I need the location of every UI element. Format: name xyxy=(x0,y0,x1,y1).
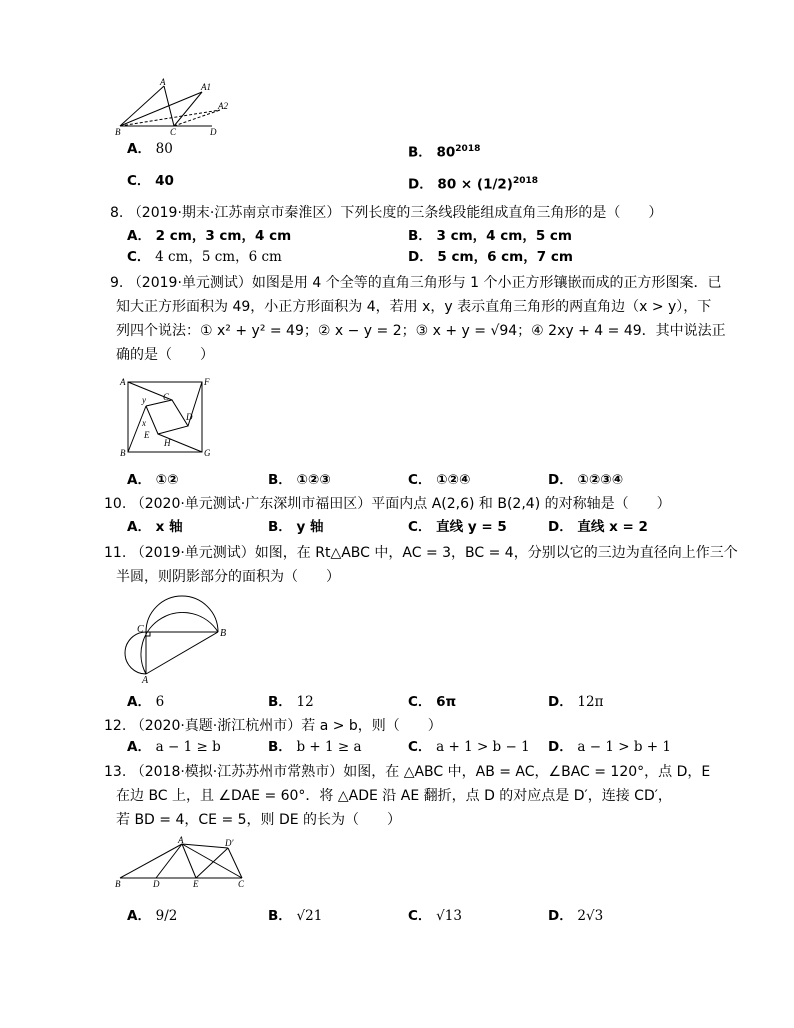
q7-label-A: A xyxy=(160,78,166,87)
option-key: B． xyxy=(408,144,432,161)
q7-option-b[interactable] xyxy=(408,139,480,163)
q11-stem-line2: 半圆，则阴影部分的面积为（ ） xyxy=(116,569,340,585)
question-number: 8. xyxy=(110,205,124,221)
question-text: （2019·单元测试）如图是用 4 个全等的直角三角形与 1 个小正方形镶嵌而成的正方形图案．已 xyxy=(127,275,722,291)
q13-label-E: E xyxy=(193,879,199,889)
option-value: 6π xyxy=(436,694,457,710)
option-key: B． xyxy=(268,694,292,710)
q7-label-B: B xyxy=(115,127,121,137)
q13-label-B: B xyxy=(115,879,121,889)
option-key: B． xyxy=(268,908,292,924)
question-text: （2019·单元测试）如图，在 Rt△ABC 中，AC = 3，BC = 4，分别以它的三边为直径向上作三个 xyxy=(130,545,738,561)
q7-figure xyxy=(112,78,232,138)
option-value: ①②③ xyxy=(296,472,331,488)
q9-stem-line3: 列四个说法：① x² + y² = 49；② x − y = 2；③ x + y = √94；④ 2xy + 4 = 49．其中说法正 xyxy=(116,323,726,339)
option-key: C． xyxy=(408,739,432,755)
q13-option-c[interactable] xyxy=(408,906,462,926)
option-key: B． xyxy=(408,228,432,244)
option-key: C． xyxy=(408,472,432,488)
q12-option-d[interactable] xyxy=(548,737,671,757)
option-value: √21 xyxy=(296,908,323,924)
option-value: ①②④ xyxy=(436,472,471,488)
option-value: 6 xyxy=(155,694,165,710)
q12-option-a[interactable] xyxy=(127,737,221,757)
option-value: a − 1 ≥ b xyxy=(155,739,221,755)
q10-option-d[interactable] xyxy=(548,517,648,537)
question-text: （2019·期末·江苏南京市秦淮区）下列长度的三条线段能组成直角三角形的是（ ） xyxy=(127,205,663,221)
q9-label-E: E xyxy=(144,430,150,440)
option-key: B． xyxy=(268,519,292,535)
q7-option-c[interactable] xyxy=(127,171,174,191)
option-exponent: 2018 xyxy=(455,144,481,154)
option-key: D． xyxy=(548,694,573,710)
option-value: 12π xyxy=(577,694,604,710)
option-key: A． xyxy=(127,908,151,924)
q9-label-H: H xyxy=(164,438,171,448)
question-number: 12. xyxy=(104,718,127,734)
option-value: 9/2 xyxy=(155,908,178,924)
option-key: D． xyxy=(548,472,573,488)
option-key: B． xyxy=(268,739,292,755)
option-value: a + 1 > b − 1 xyxy=(436,739,530,755)
option-value: ①②③④ xyxy=(577,472,624,488)
option-value: a − 1 > b + 1 xyxy=(577,739,671,755)
option-key: D． xyxy=(548,908,573,924)
q9-label-y: y xyxy=(142,395,146,405)
q9-stem-line1 xyxy=(110,270,722,296)
option-value: 直线 y = 5 xyxy=(436,519,507,535)
q13-label-C: C xyxy=(238,879,245,889)
q13-stem-line2: 在边 BC 上，且 ∠DAE = 60°．将 △ADE 沿 AE 翻折，点 D 的对应点是 D′，连接 CD′， xyxy=(116,788,672,804)
option-key: C． xyxy=(127,173,151,189)
q11-figure xyxy=(122,592,234,684)
q13-option-d[interactable] xyxy=(548,906,603,926)
q9-option-c[interactable] xyxy=(408,470,470,490)
q9-option-b[interactable] xyxy=(268,470,331,490)
q12-stem xyxy=(104,713,442,739)
option-value: y 轴 xyxy=(296,519,324,535)
q7-label-C: C xyxy=(170,127,177,137)
option-key: A． xyxy=(127,141,151,157)
q11-option-b[interactable] xyxy=(268,692,314,712)
option-value: 12 xyxy=(296,694,314,710)
q9-stem-line2: 知大正方形面积为 49，小正方形面积为 4，若用 x，y 表示直角三角形的两直角边（x > y），下 xyxy=(116,299,712,315)
q13-option-a[interactable] xyxy=(127,906,177,926)
q8-option-c[interactable] xyxy=(127,247,282,267)
q13-stem-line3: 若 BD = 4，CE = 5，则 DE 的长为（ ） xyxy=(116,812,402,828)
q11-option-c[interactable] xyxy=(408,692,456,712)
question-text: （2020·单元测试·广东深圳市福田区）平面内点 A(2,6) 和 B(2,4) 的对称轴是（ ） xyxy=(130,496,671,512)
q8-option-d[interactable] xyxy=(408,247,573,267)
q12-option-b[interactable] xyxy=(268,737,362,757)
q13-label-D: D xyxy=(153,879,160,889)
option-value: 3 cm，4 cm，5 cm xyxy=(436,228,572,244)
q9-option-a[interactable] xyxy=(127,470,179,490)
option-key: B． xyxy=(268,472,292,488)
q9-label-F: F xyxy=(204,377,210,387)
option-value: 80 × (1/2) xyxy=(437,176,513,193)
option-key: C． xyxy=(127,249,151,265)
question-number: 9. xyxy=(110,275,124,291)
q8-option-b[interactable] xyxy=(408,226,572,246)
option-key: C． xyxy=(408,694,432,710)
option-key: A． xyxy=(127,228,151,244)
q13-label-A: A xyxy=(178,835,184,845)
q7-option-d[interactable] xyxy=(408,171,538,195)
q9-label-G: G xyxy=(204,448,210,458)
option-key: C． xyxy=(408,519,432,535)
q7-option-a[interactable] xyxy=(127,139,173,159)
q9-label-D: D xyxy=(186,412,193,422)
option-value: 4 cm，5 cm，6 cm xyxy=(155,249,282,265)
option-value: ①② xyxy=(155,472,179,488)
q13-figure xyxy=(112,834,252,890)
option-key: C． xyxy=(408,908,432,924)
q10-option-a[interactable] xyxy=(127,517,183,537)
q9-label-B: B xyxy=(120,448,126,458)
q10-stem xyxy=(104,491,671,517)
q9-stem-line4: 确的是（ ） xyxy=(116,347,214,363)
option-key: D． xyxy=(408,249,433,265)
question-number: 11. xyxy=(104,545,127,561)
q8-stem xyxy=(110,200,662,226)
option-key: A． xyxy=(127,472,151,488)
option-value: 80 xyxy=(436,144,456,161)
q11-label-C: C xyxy=(137,624,144,635)
option-key: D． xyxy=(548,519,573,535)
q9-figure xyxy=(118,376,210,458)
q9-option-d[interactable] xyxy=(548,470,623,490)
option-exponent: 2018 xyxy=(512,176,539,186)
question-number: 10. xyxy=(104,496,127,512)
q8-option-a[interactable] xyxy=(127,226,291,246)
question-number: 13. xyxy=(104,764,127,780)
q13-label-Dprime: D′ xyxy=(225,838,234,848)
option-value: 直线 x = 2 xyxy=(577,519,648,535)
option-value: 5 cm，6 cm，7 cm xyxy=(437,249,573,265)
q7-label-A2: A2 xyxy=(218,101,228,111)
q7-label-D: D xyxy=(210,127,217,137)
q13-stem-line1 xyxy=(104,759,710,785)
option-key: A． xyxy=(127,519,151,535)
q9-label-A: A xyxy=(120,377,126,387)
q11-option-a[interactable] xyxy=(127,692,164,712)
q10-option-c[interactable] xyxy=(408,517,507,537)
option-key: D． xyxy=(548,739,573,755)
question-text: （2018·模拟·江苏苏州市常熟市）如图，在 △ABC 中，AB = AC，∠BAC = 120°，点 D，E xyxy=(130,764,711,780)
q9-label-x: x xyxy=(142,418,146,428)
option-key: A． xyxy=(127,694,151,710)
q10-option-b[interactable] xyxy=(268,517,324,537)
question-text: （2020·真题·浙江杭州市）若 a > b，则（ ） xyxy=(130,718,442,734)
option-value: x 轴 xyxy=(155,519,183,535)
q7-label-A1: A1 xyxy=(201,82,211,92)
q11-label-B: B xyxy=(220,628,227,639)
option-value: 2√3 xyxy=(577,908,604,924)
option-value: √13 xyxy=(436,908,462,924)
option-value: 80 xyxy=(155,141,173,157)
q9-label-C: C xyxy=(163,392,170,402)
q13-option-b[interactable] xyxy=(268,906,322,926)
q12-option-c[interactable] xyxy=(408,737,530,757)
q11-stem-line1 xyxy=(104,540,738,566)
option-key: A． xyxy=(127,739,151,755)
option-key: D． xyxy=(408,176,433,193)
option-value: 40 xyxy=(155,173,174,189)
q11-label-A: A xyxy=(142,675,149,684)
option-value: b + 1 ≥ a xyxy=(296,739,362,755)
q11-option-d[interactable] xyxy=(548,692,603,712)
option-value: 2 cm，3 cm，4 cm xyxy=(155,228,292,244)
